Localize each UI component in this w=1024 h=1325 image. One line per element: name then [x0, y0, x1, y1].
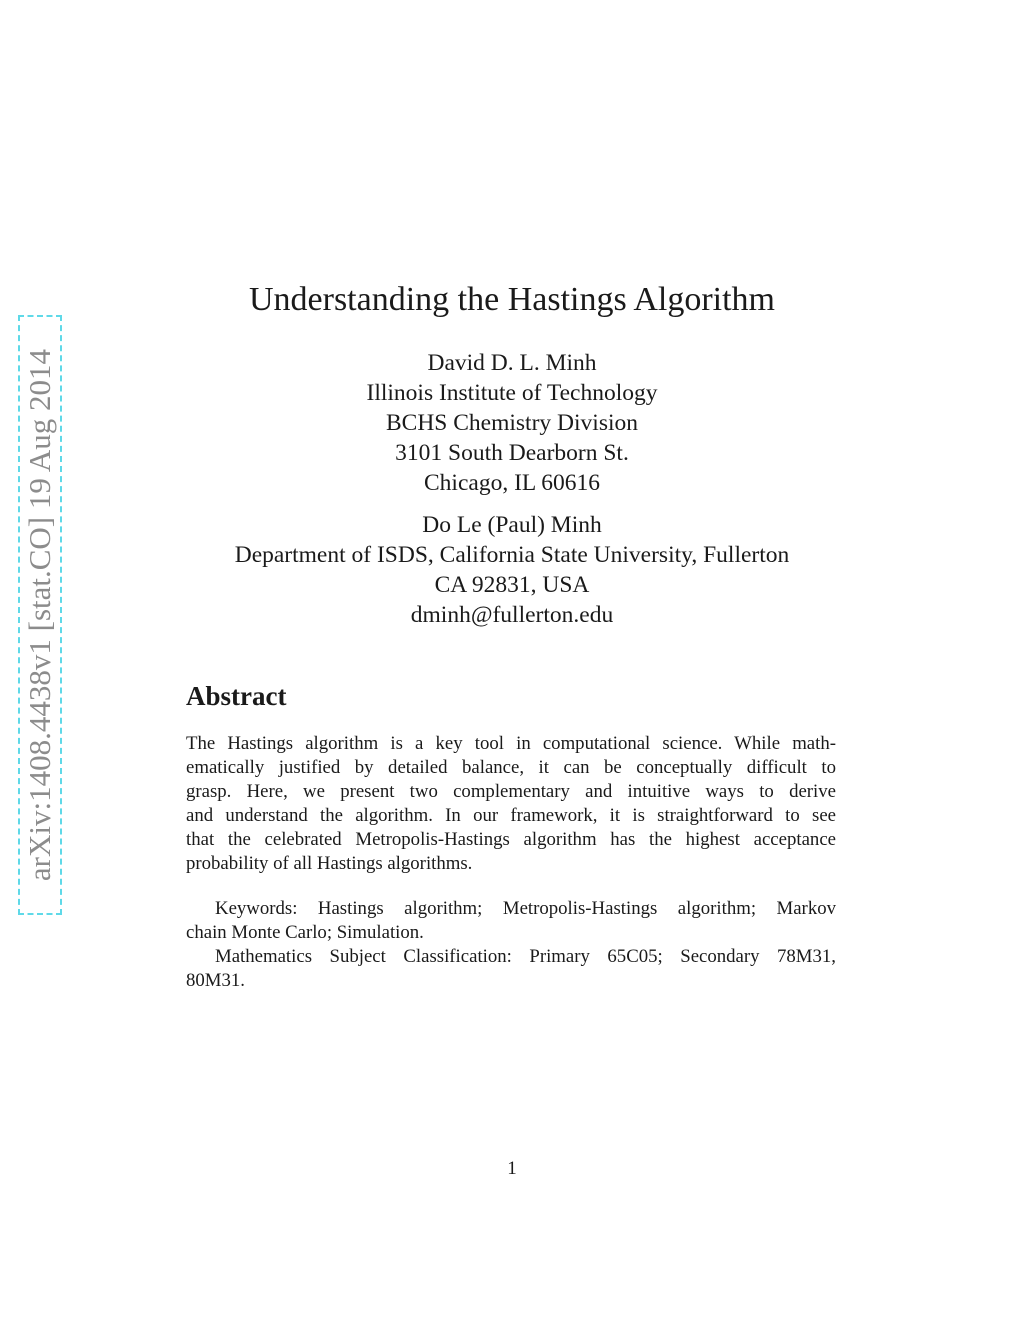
- keywords-line: Keywords: Hastings algorithm; Metropolis-Hastings algorithm; Markov: [215, 898, 836, 919]
- author-block-1: [0, 348, 1024, 498]
- keywords-line: chain Monte Carlo; Simulation.: [186, 922, 424, 943]
- msc-line: 80M31.: [186, 970, 245, 991]
- author-block-2: [0, 510, 1024, 630]
- abstract-heading: Abstract: [186, 681, 287, 711]
- abstract-line: grasp. Here, we present two complementary and intuitive ways to derive: [186, 781, 836, 802]
- author-city: Chicago, IL 60616: [424, 470, 600, 496]
- abstract-line: probability of all Hastings algorithms.: [186, 853, 473, 874]
- author-division: BCHS Chemistry Division: [385, 410, 638, 436]
- arxiv-identifier: arXiv:1408.4438v1 [stat.CO] 19 Aug 2014: [22, 348, 57, 882]
- page-number: 1: [507, 1158, 517, 1179]
- abstract-line: The Hastings algorithm is a key tool in computational science. While math-: [186, 733, 836, 754]
- abstract-line: ematically justified by detailed balance, it can be conceptually difficult to: [186, 757, 836, 778]
- abstract-body: [186, 732, 836, 876]
- author-affiliation: Illinois Institute of Technology: [366, 380, 658, 406]
- author-name: David D. L. Minh: [427, 350, 597, 376]
- msc-line: Mathematics Subject Classification: Primary 65C05; Secondary 78M31,: [215, 946, 836, 967]
- author-address: CA 92831, USA: [434, 572, 590, 598]
- paper-title: Understanding the Hastings Algorithm: [248, 281, 775, 318]
- abstract-line: that the celebrated Metropolis-Hastings algorithm has the highest acceptance: [186, 829, 836, 850]
- author-email: dminh@fullerton.edu: [410, 602, 614, 628]
- author-street: 3101 South Dearborn St.: [395, 440, 629, 466]
- author-name: Do Le (Paul) Minh: [422, 512, 602, 538]
- author-affiliation: Department of ISDS, California State University, Fullerton: [234, 542, 790, 568]
- abstract-line: and understand the algorithm. In our framework, it is straightforward to see: [186, 805, 836, 826]
- keywords-section: [186, 897, 836, 993]
